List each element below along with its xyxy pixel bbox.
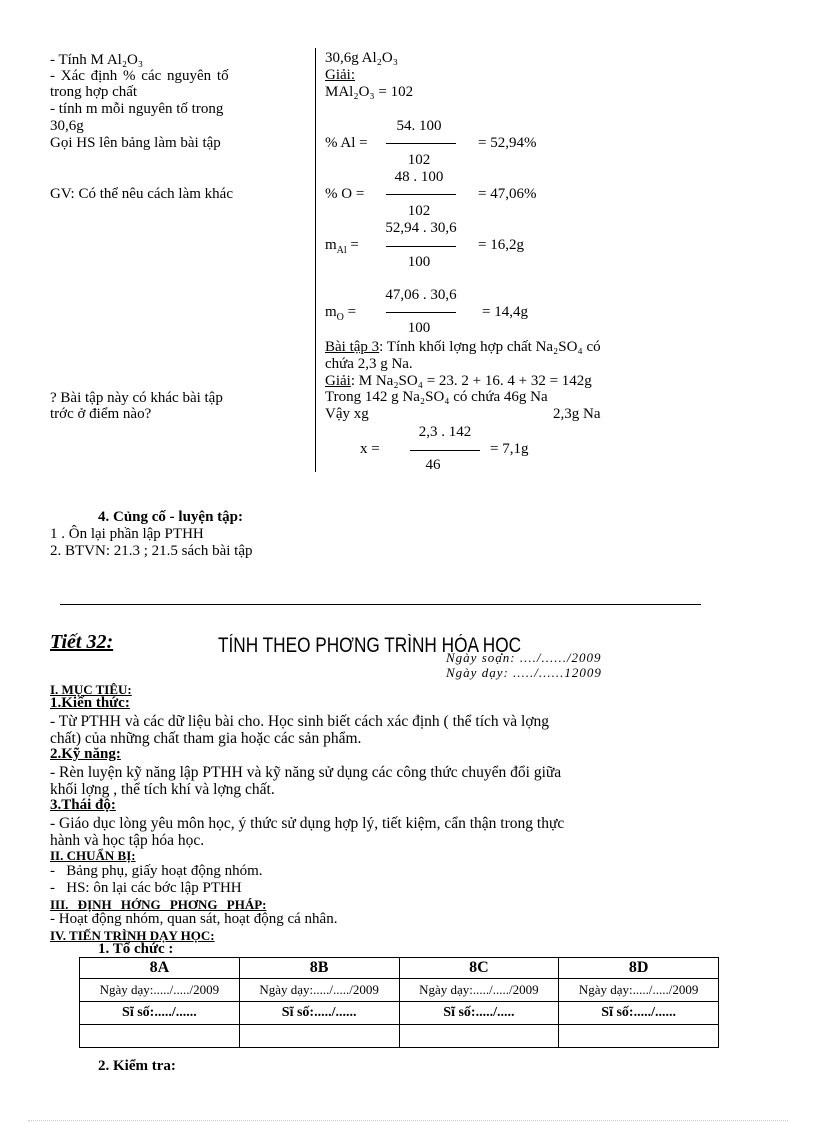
page-edge bbox=[28, 1120, 788, 1121]
x-result: = 7,1g bbox=[490, 441, 529, 457]
exercise-3-so-right: 2,3g Na bbox=[553, 406, 601, 422]
mass-al-label: $m_{Al}$ = bbox=[325, 237, 359, 256]
empty-cell bbox=[399, 1025, 559, 1048]
x-label: x = bbox=[360, 441, 380, 457]
left-line-4: - tính m mỗi nguyên tố trong bbox=[50, 101, 224, 117]
percent-o-denominator: 102 bbox=[407, 203, 431, 219]
right-given: 30,6g Al₂O₃ bbox=[325, 50, 398, 66]
class-8d: 8D bbox=[559, 958, 719, 979]
attitude-heading: 3.Thái độ: bbox=[50, 797, 116, 813]
check-heading: 2. Kiểm tra: bbox=[98, 1058, 176, 1074]
mass-al-denominator: 100 bbox=[407, 254, 431, 270]
mass-o-denominator: 100 bbox=[407, 320, 431, 336]
attitude-line-1: - Giáo dục lòng yêu môn học, ý thức sử dụng hợp lý, tiết kiệm, cẩn thận trong thực bbox=[50, 815, 565, 832]
attendance-8c: Sĩ số:...../..... bbox=[399, 1002, 559, 1025]
attendance-8a: Sĩ số:...../...... bbox=[80, 1002, 240, 1025]
table-row bbox=[80, 958, 719, 979]
mass-al-numerator: 52,94 . 30,6 bbox=[385, 220, 457, 236]
left-line-7: GV: Có thể nêu cách làm khác bbox=[50, 186, 233, 202]
mass-o-result: = 14,4g bbox=[482, 304, 528, 320]
percent-al-denominator: 102 bbox=[407, 152, 431, 168]
table-row bbox=[80, 1002, 719, 1025]
organization-heading: 1. Tổ chức : bbox=[98, 941, 174, 957]
method-item-1: - Hoạt động nhóm, quan sát, hoạt động cá nhân. bbox=[50, 911, 338, 927]
left-line-5: 30,6g bbox=[50, 118, 84, 134]
mass-al-bar bbox=[386, 246, 456, 247]
percent-al-bar bbox=[386, 143, 456, 144]
method-heading: III. ĐỊNH HỚNG PHƠNG PHÁP: bbox=[50, 897, 267, 912]
consolidation-item-1: 1 . Ôn lại phần lập PTHH bbox=[50, 526, 204, 542]
percent-al-numerator: 54. 100 bbox=[396, 118, 442, 134]
lesson-number: Tiết 32: bbox=[50, 631, 114, 653]
attendance-8b: Sĩ số:...../...... bbox=[239, 1002, 399, 1025]
skills-line-1: - Rèn luyện kỹ năng lập PTHH và kỹ năng sử dụng các công thức chuyển đổi giữa bbox=[50, 764, 562, 781]
x-bar bbox=[410, 450, 480, 451]
mass-al-result: = 16,2g bbox=[478, 237, 524, 253]
right-solution-label: Giải: bbox=[325, 67, 355, 83]
right-molar-mass: MAl₂O₃ = 102 bbox=[325, 84, 414, 100]
empty-cell bbox=[80, 1025, 240, 1048]
left-line-8: ? Bài tập này có khác bài tập bbox=[50, 390, 223, 406]
column-divider bbox=[315, 48, 316, 472]
left-line-3: trong hợp chất bbox=[50, 84, 138, 100]
attendance-8d: Sĩ số:...../...... bbox=[559, 1002, 719, 1025]
mass-o-numerator: 47,06 . 30,6 bbox=[385, 287, 457, 303]
class-8b: 8B bbox=[239, 958, 399, 979]
left-line-2: - Xác định % các nguyên tố bbox=[50, 68, 229, 84]
percent-o-result: = 47,06% bbox=[478, 186, 537, 202]
section-divider bbox=[60, 604, 701, 605]
percent-al-result: = 52,94% bbox=[478, 135, 537, 151]
table-row bbox=[80, 979, 719, 1002]
x-numerator: 2,3 . 142 bbox=[418, 424, 472, 440]
percent-al-label: % Al = bbox=[325, 135, 368, 151]
knowledge-line-2: chất) của những chất tham gia hoặc các sản phẩm. bbox=[50, 730, 362, 747]
preparation-item-2: - HS: ôn lại các bớc lập PTHH bbox=[50, 880, 242, 896]
skills-heading: 2.Kỹ năng: bbox=[50, 746, 121, 762]
class-8c: 8C bbox=[399, 958, 559, 979]
exercise-3-line-2: chứa 2,3 g Na. bbox=[325, 356, 413, 372]
exercise-3-solution: Giải: M Na₂SO₄ = 23. 2 + 16. 4 + 32 = 142g bbox=[325, 373, 592, 389]
empty-cell bbox=[559, 1025, 719, 1048]
left-line-6: Gọi HS lên bảng làm bài tập bbox=[50, 135, 221, 151]
procedure-heading: IV. TIẾN TRÌNH DẠY HỌC: bbox=[50, 928, 215, 943]
teaching-date: Ngày dạy: ...../......12009 bbox=[446, 665, 602, 680]
date-8a: Ngày dạy:...../...../2009 bbox=[80, 979, 240, 1002]
percent-o-bar bbox=[386, 194, 456, 195]
preparation-item-1: - Bảng phụ, giấy hoạt động nhóm. bbox=[50, 863, 263, 879]
table-row bbox=[80, 1025, 719, 1048]
date-8d: Ngày dạy:...../...../2009 bbox=[559, 979, 719, 1002]
date-8c: Ngày dạy:...../...../2009 bbox=[399, 979, 559, 1002]
x-denominator: 46 bbox=[425, 457, 441, 473]
exercise-3-ratio: Trong 142 g Na₂SO₄ có chứa 46g Na bbox=[325, 389, 548, 405]
attitude-line-2: hành và học tập hóa học. bbox=[50, 832, 205, 849]
lesson-title: TÍNH THEO PHƠNG TRÌNH HÓA HỌC bbox=[218, 634, 522, 657]
consolidation-title: 4. Củng cố - luyện tập: bbox=[98, 509, 244, 525]
skills-line-2: khối lợng , thể tích khí và lợng chất. bbox=[50, 781, 275, 798]
knowledge-line-1: - Từ PTHH và các dữ liệu bài cho. Học sinh biết cách xác định ( thể tích và lợng bbox=[50, 713, 550, 730]
preparation-heading: II. CHUẨN BỊ: bbox=[50, 848, 136, 863]
mass-o-label: $m_O$ = bbox=[325, 304, 357, 323]
date-8b: Ngày dạy:...../...../2009 bbox=[239, 979, 399, 1002]
empty-cell bbox=[239, 1025, 399, 1048]
exercise-3: Bài tập 3: Tính khối lợng hợp chất Na₂SO₄ có bbox=[325, 339, 601, 355]
class-8a: 8A bbox=[80, 958, 240, 979]
class-table bbox=[79, 957, 719, 1048]
knowledge-heading: 1.Kiến thức: bbox=[50, 695, 130, 711]
exercise-3-so: Vậy xg bbox=[325, 406, 369, 422]
consolidation-item-2: 2. BTVN: 21.3 ; 21.5 sách bài tập bbox=[50, 543, 253, 559]
prepared-date: Ngày soạn: ..../....../2009 bbox=[446, 650, 602, 665]
percent-o-numerator: 48 . 100 bbox=[394, 169, 444, 185]
left-line-9: trớc ở điểm nào? bbox=[50, 406, 152, 422]
percent-o-label: % O = bbox=[325, 186, 365, 202]
mass-o-bar bbox=[386, 312, 456, 313]
objectives-heading: I. MỤC TIÊU: bbox=[50, 682, 132, 697]
left-line-1: - Tính M Al₂O₃ bbox=[50, 52, 144, 68]
